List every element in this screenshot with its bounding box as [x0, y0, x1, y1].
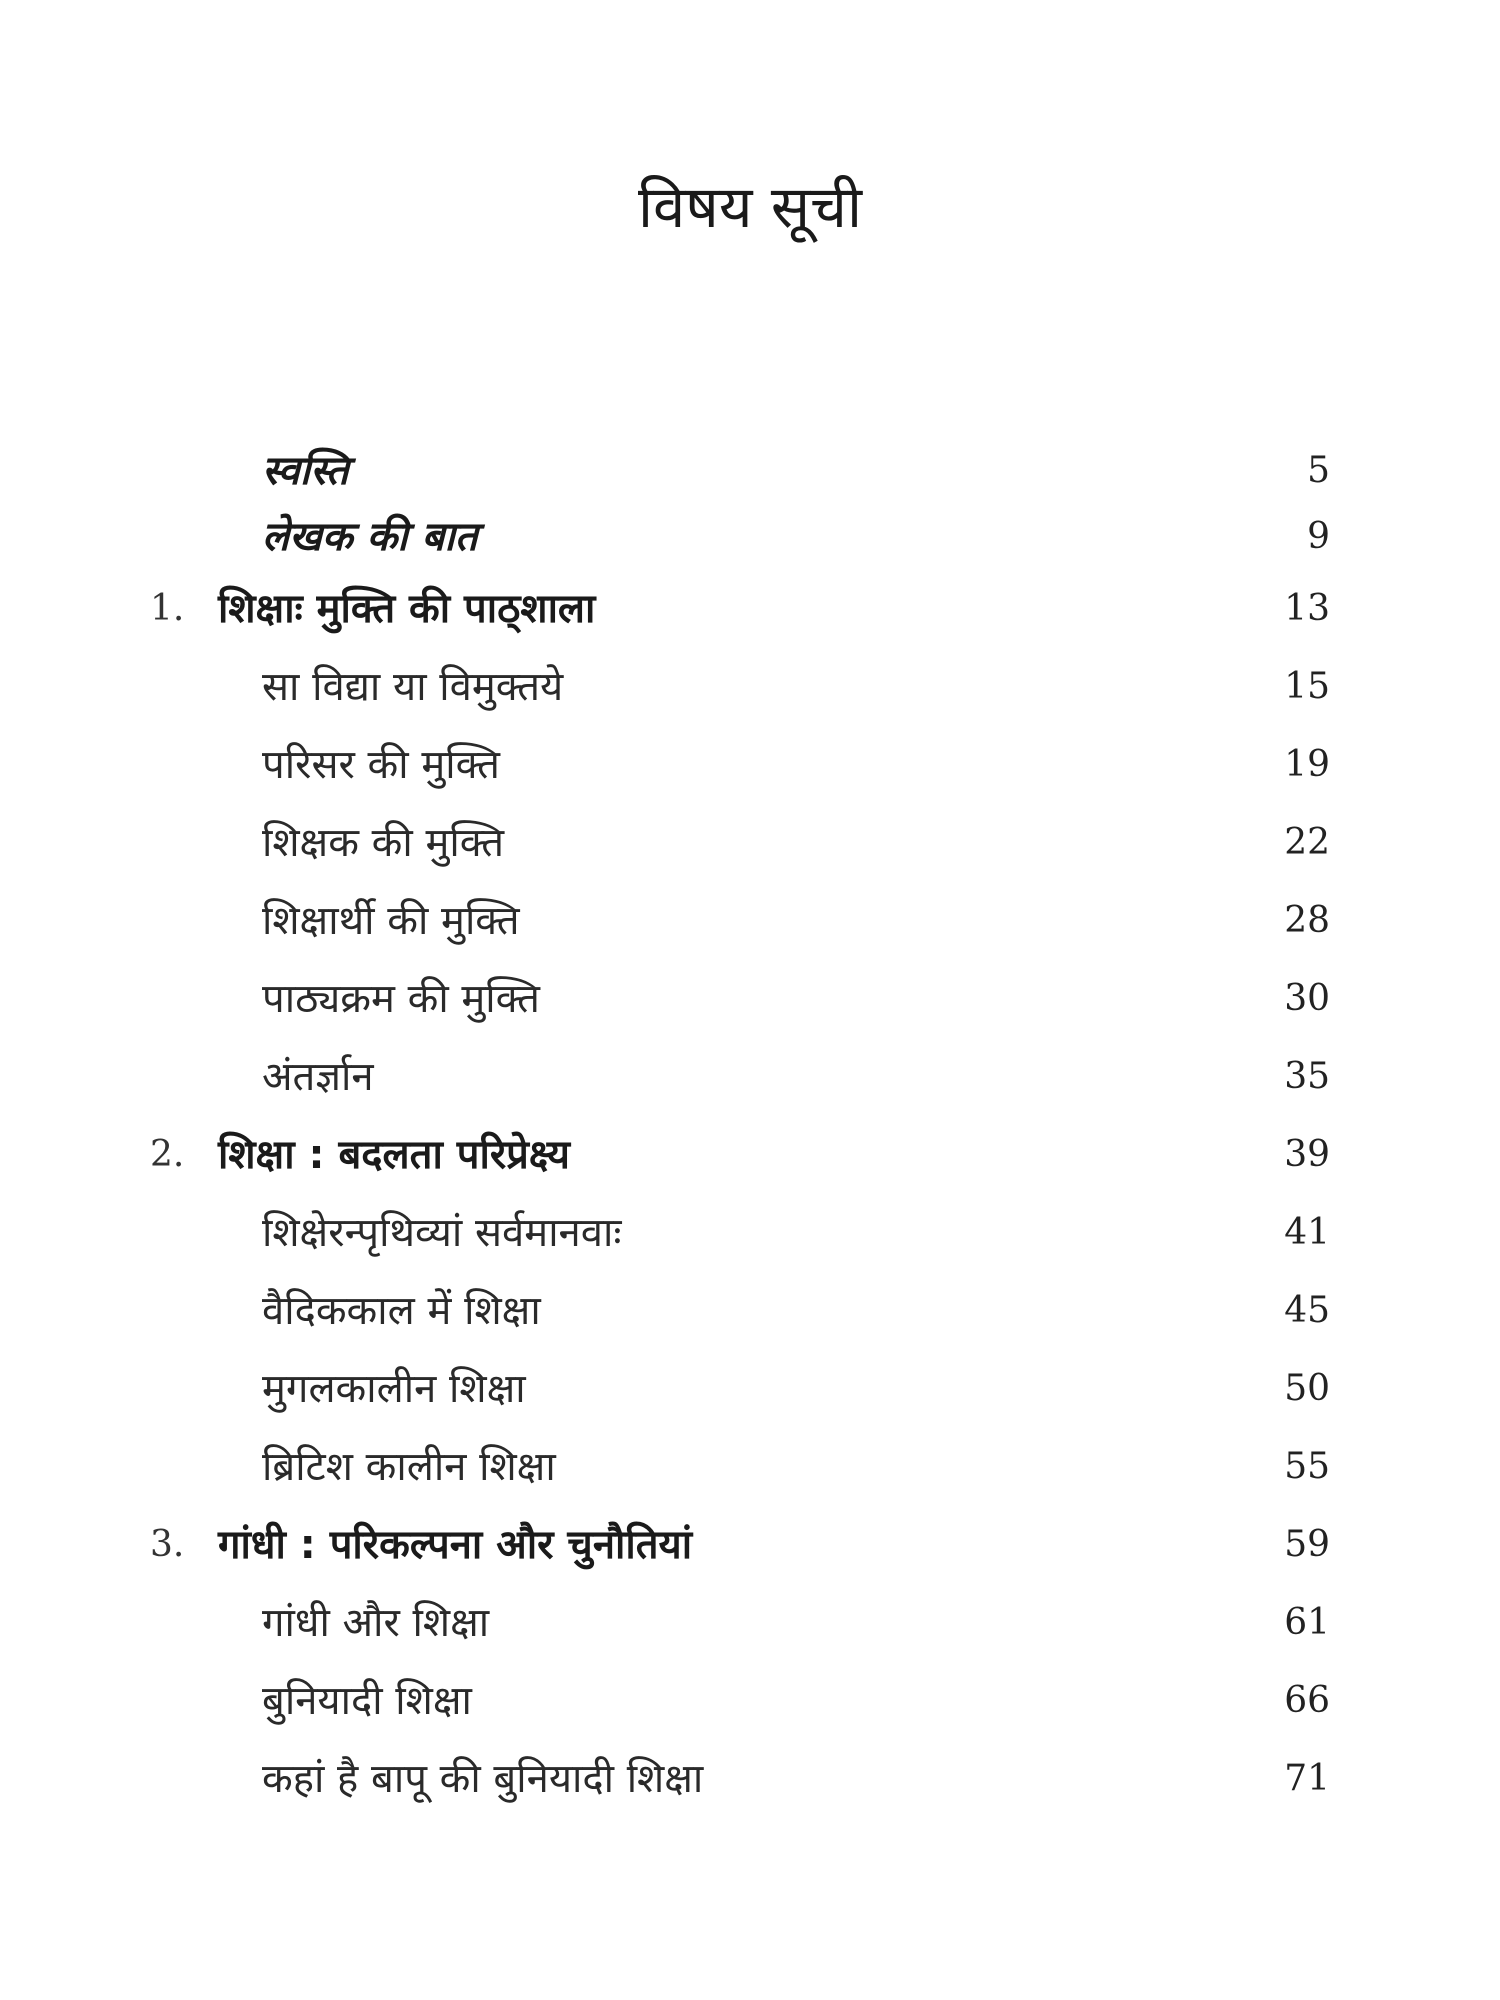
- toc-section-label: अंतर्ज्ञान: [262, 1054, 374, 1100]
- toc-section-label: बुनियादी शिक्षा: [262, 1678, 472, 1724]
- toc-section-label: पाठ्यक्रम की मुक्ति: [262, 976, 540, 1022]
- toc-section: [150, 648, 1330, 726]
- toc-section: [150, 804, 1330, 882]
- toc-section-page: 19: [1284, 744, 1330, 785]
- toc-section: [150, 1584, 1330, 1662]
- toc-section-page: 61: [1284, 1602, 1330, 1643]
- toc-section-page: 15: [1284, 666, 1330, 707]
- toc-section-page: 30: [1284, 978, 1330, 1019]
- toc-section-page: 41: [1284, 1212, 1330, 1253]
- toc-chapter-label: शिक्षाः मुक्ति की पाठ्शाला: [218, 586, 596, 632]
- toc-section-label: शिक्षेरन्पृथिव्यां सर्वमानवाः: [262, 1210, 622, 1256]
- toc-section-page: 55: [1284, 1446, 1330, 1487]
- toc-chapter: [150, 1506, 1330, 1584]
- toc-section: [150, 1038, 1330, 1116]
- toc-chapter-label: शिक्षा : बदलता परिप्रेक्ष्य: [218, 1132, 570, 1178]
- page-title: विषय सूची: [638, 173, 862, 241]
- toc-entry: [150, 438, 1330, 504]
- toc-entry-page: 5: [1307, 450, 1330, 491]
- toc-section-page: 45: [1284, 1290, 1330, 1331]
- toc-section-label: मुगलकालीन शिक्षा: [262, 1366, 526, 1412]
- toc-section: [150, 1662, 1330, 1740]
- toc-section: [150, 1428, 1330, 1506]
- toc-section-page: 50: [1284, 1368, 1330, 1409]
- toc-entry: [150, 504, 1330, 570]
- table-of-contents: [150, 438, 1330, 1818]
- toc-chapter: [150, 1116, 1330, 1194]
- toc-section-page: 71: [1284, 1758, 1330, 1799]
- toc-section-page: 28: [1284, 900, 1330, 941]
- toc-section: [150, 1272, 1330, 1350]
- toc-chapter-page: 59: [1284, 1524, 1330, 1565]
- toc-section-page: 66: [1284, 1680, 1330, 1721]
- toc-chapter: [150, 570, 1330, 648]
- toc-section-label: कहां है बापू की बुनियादी शिक्षा: [262, 1756, 704, 1802]
- toc-entry-label: लेखक की बात: [262, 514, 478, 560]
- toc-section-label: गांधी और शिक्षा: [262, 1600, 490, 1646]
- toc-section-page: 22: [1284, 822, 1330, 863]
- toc-chapter-number: 1.: [150, 588, 185, 629]
- toc-section: [150, 1350, 1330, 1428]
- toc-chapter-label: गांधी : परिकल्पना और चुनौतियां: [218, 1522, 693, 1568]
- toc-section-label: वैदिककाल में शिक्षा: [262, 1288, 541, 1334]
- toc-chapter-page: 13: [1284, 588, 1330, 629]
- toc-section: [150, 1740, 1330, 1818]
- toc-section-label: शिक्षक की मुक्ति: [262, 820, 504, 866]
- toc-section-label: ब्रिटिश कालीन शिक्षा: [262, 1444, 556, 1490]
- toc-section: [150, 1194, 1330, 1272]
- toc-section: [150, 882, 1330, 960]
- toc-section-page: 35: [1284, 1056, 1330, 1097]
- toc-section-label: परिसर की मुक्ति: [262, 742, 500, 788]
- toc-section-label: शिक्षार्थी की मुक्ति: [262, 898, 520, 944]
- toc-section-label: सा विद्या या विमुक्तये: [262, 664, 564, 710]
- toc-chapter-number: 3.: [150, 1524, 185, 1565]
- toc-entry-page: 9: [1307, 516, 1330, 557]
- toc-chapter-page: 39: [1284, 1134, 1330, 1175]
- toc-section: [150, 960, 1330, 1038]
- toc-entry-label: स्वस्ति: [262, 448, 349, 494]
- toc-chapter-number: 2.: [150, 1134, 185, 1175]
- toc-section: [150, 726, 1330, 804]
